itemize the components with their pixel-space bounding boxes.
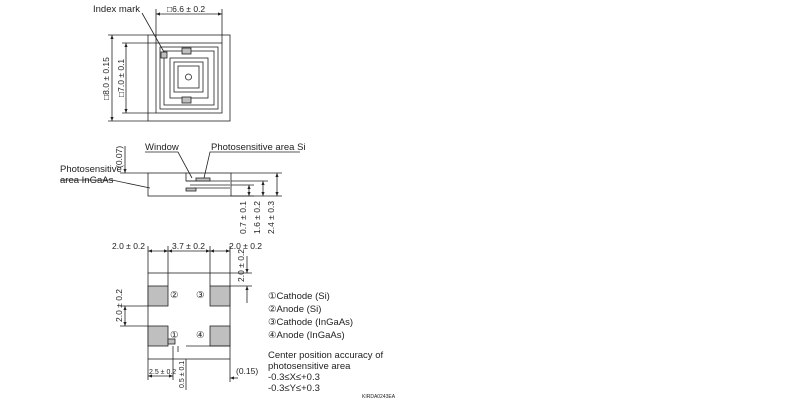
index-mark-label: Index mark	[93, 4, 140, 15]
window-leader	[145, 152, 192, 178]
dim-right-vertical-label: 2.0 ± 0.2	[236, 248, 246, 282]
note-line-3: -0.3≤X≤+0.3	[268, 372, 320, 383]
pad-2	[148, 286, 168, 306]
photosensitive-area-center	[186, 74, 192, 80]
dim-bottom-25-label: 2.5 ± 0.2	[149, 369, 177, 376]
ingaas-area-label-line2: area InGaAs	[60, 175, 114, 186]
dim-bottom-05-label: 0.5 ± 0.1	[179, 360, 186, 388]
index-mark-leader	[142, 13, 164, 52]
pad-mark-4: ④	[196, 330, 205, 341]
package-side-outline	[148, 173, 231, 196]
pad-1	[148, 326, 168, 346]
dim-width-label: □6.6 ± 0.2	[167, 4, 206, 14]
dim-outer-label: □8.0 ± 0.15	[101, 57, 111, 100]
bond-pad-top	[182, 48, 191, 54]
ingaas-area-label-line1: Photosensitive	[60, 164, 122, 175]
note-line-2: photosensitive area	[268, 361, 351, 372]
dim-07-label: 0.7 ± 0.1	[238, 200, 248, 234]
pad-3	[210, 286, 230, 306]
drawing-code: KIRDA0243EA	[362, 394, 396, 400]
terminal-legend	[268, 291, 383, 394]
ingaas-photosensitive-layer	[186, 188, 196, 191]
note-line-1: Center position accuracy of	[268, 350, 384, 361]
si-area-label: Photosensitive area Si	[211, 142, 306, 153]
pad-mark-1: ①	[170, 330, 179, 341]
note-line-4: -0.3≤Y≤+0.3	[268, 383, 320, 394]
dim-left-label: 2.0 ± 0.2	[112, 241, 146, 251]
legend-item-1: ①Cathode (Si)	[268, 291, 330, 302]
legend-item-3: ③Cathode (InGaAs)	[268, 317, 354, 328]
legend-item-2: ②Anode (Si)	[268, 304, 322, 315]
pad-mark-2: ②	[170, 290, 179, 301]
pad-mark-3: ③	[196, 290, 205, 301]
legend-item-4: ④Anode (InGaAs)	[268, 330, 345, 341]
dim-inner-label: □7.0 ± 0.1	[116, 58, 126, 97]
bottom-view	[120, 246, 252, 390]
dim-right-label: 2.0 ± 0.2	[229, 241, 263, 251]
dim-16-label: 1.6 ± 0.2	[252, 200, 262, 234]
si-area-leader	[204, 152, 300, 178]
dim-bottom-015-label: (0.15)	[236, 366, 259, 376]
top-view	[108, 9, 230, 121]
dim-24-label: 2.4 ± 0.3	[266, 200, 276, 234]
index-mark	[161, 52, 167, 58]
si-photosensitive-layer	[196, 178, 210, 181]
pad-4	[210, 326, 230, 346]
dim-left-vertical-label: 2.0 ± 0.2	[114, 288, 124, 322]
dim-top-gap-label: (0.07)	[114, 145, 124, 168]
dim-center-label: 3.7 ± 0.2	[172, 241, 206, 251]
window-label: Window	[145, 142, 179, 153]
window-edge	[186, 173, 196, 181]
chip-inner	[178, 66, 199, 88]
bond-pad-bottom	[182, 97, 191, 103]
